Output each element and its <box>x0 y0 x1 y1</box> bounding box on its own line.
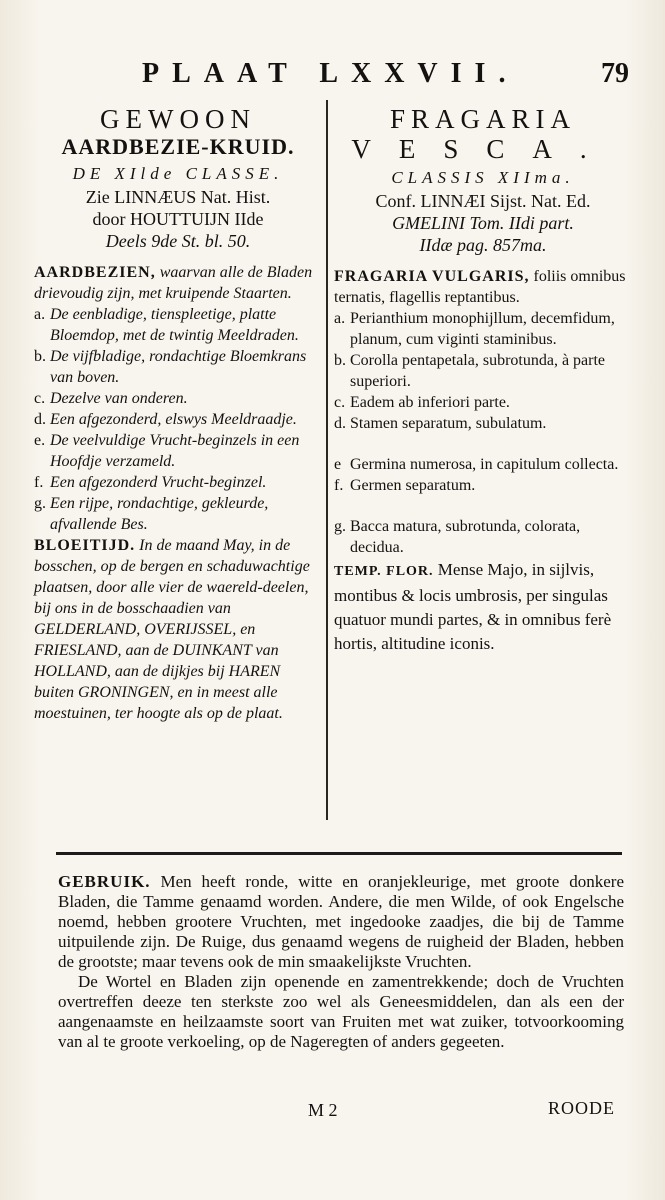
latin-lead-word: FRAGARIA VULGARIS, <box>334 268 530 285</box>
column-divider <box>326 100 328 820</box>
latin-ref-line2: GMELINI Tom. IIdi part. <box>392 213 574 233</box>
dutch-lead-text: waarvan alle de Bladen drievoudig zijn, met kruipende Staarten. <box>34 264 313 302</box>
dutch-ref-line3: Deels 9de St. bl. 50. <box>105 231 251 251</box>
list-item: e. De veelvuldige Vrucht-beginzels in een Hoofdje verzameld. <box>34 432 300 470</box>
dutch-column <box>34 104 322 724</box>
list-item: a. De eenbladige, tienspleetige, platte Bloemdop, met de twintig Meeldraden. <box>34 306 299 344</box>
dutch-classe: DE XIlde CLASSE. <box>72 164 284 183</box>
dutch-title-line1: GEWOON <box>100 104 256 134</box>
dutch-lead-word: AARDBEZIEN, <box>34 264 156 281</box>
latin-ref-line1: Conf. LINNÆI Sijst. Nat. Ed. <box>375 191 591 211</box>
latin-column <box>334 104 632 656</box>
list-item: d. Stamen separatum, subulatum. <box>334 415 547 432</box>
list-item: e Germina numerosa, in capitulum collecta. <box>334 456 619 473</box>
plate-title: PLAAT LXXVII. <box>142 58 519 89</box>
usage-paragraph1: Men heeft ronde, witte en oranjekleurige, met groote donkere Bladen, die Tamme genaamd worden. Andere, die men Wilde, of ook Engelsche noemd, hebben grootere Vruchten, met ingedooke zaadjes, die bij de Tamme uitpuilende zijn. De Ruige, dus genaamd wegens de ruigheid der Bladen, hebben de grootste; maar tevens ook de min smaakelijkste Vruchten. <box>58 872 624 971</box>
dutch-description <box>34 262 322 724</box>
temp-flor-label: TEMP. FLOR. <box>334 564 434 579</box>
usage-paragraph2: De Wortel en Bladen zijn openende en zamentrekkende; doch de Vruchten overtreffen deeze ten sterkste zoo wel als Geneesmiddelen, dan als een der aangenaamste en heilzaamste soort van Fruiten met wat zuiker, totvoorkooming van al te groote verkoeling, op de Nageregten of anders gegeeten. <box>58 972 624 1051</box>
page-number: 79 <box>601 58 629 89</box>
latin-description <box>334 266 632 656</box>
list-item: b. De vijfbladige, rondachtige Bloemkrans van boven. <box>34 348 307 386</box>
bloeitijd-text: In de maand May, in de bosschen, op de bergen en schaduwachtige plaatsen, door alle vier de waereld-deelen, bij ons in de bosschaadien van GELDERLAND, OVERIJSSEL, en FRIESLAND, aan de DUINKANT van HOLLAND, aan de dijkjes bij HAREN buiten GRONINGEN, en in meest alle moestuinen, ter hoogte als op de plaat. <box>34 537 310 722</box>
temp-flor-text: Mense Majo, in sijlvis, montibus & locis umbrosis, per singulas quatuor mundi partes, & in omnibus ferè hortis, altitudine iconis. <box>334 560 612 653</box>
list-item: f. Een afgezonderd Vrucht-beginzel. <box>34 474 267 491</box>
list-item: f. Germen separatum. <box>334 477 476 494</box>
bloeitijd-label: BLOEITIJD. <box>34 537 136 554</box>
list-item: c. Eadem ab inferiori parte. <box>334 394 510 411</box>
latin-classis: CLASSIS XIIma. <box>391 168 575 187</box>
list-item: g. Bacca matura, subrotunda, colorata, decidua. <box>334 518 581 556</box>
latin-title-line1: FRAGARIA <box>389 104 577 134</box>
latin-lead-text: foliis omnibus ternatis, flagellis reptantibus. <box>334 268 626 306</box>
list-item: d. Een afgezonderd, elswys Meeldraadje. <box>34 411 297 428</box>
section-rule <box>56 852 622 855</box>
usage-section <box>58 872 624 1052</box>
catchword: ROODE <box>548 1098 615 1118</box>
dutch-ref-line1: Zie LINNÆUS Nat. Hist. <box>85 187 271 207</box>
list-item: a. Perianthium monophijllum, decemfidum, planum, cum viginti staminibus. <box>334 310 615 348</box>
usage-label: GEBRUIK. <box>58 872 151 891</box>
latin-ref-line3: IIdæ pag. 857ma. <box>419 235 547 255</box>
dutch-title-line2: AARDBEZIE-KRUID. <box>61 134 295 159</box>
list-item: g. Een rijpe, rondachtige, gekleurde, afvallende Bes. <box>34 495 269 533</box>
signature-mark: M 2 <box>308 1100 338 1120</box>
page-header <box>0 58 665 98</box>
list-item: b. Corolla pentapetala, subrotunda, à parte superiori. <box>334 352 606 390</box>
dutch-ref-line2: door HOUTTUIJN IIde <box>92 209 264 229</box>
list-item: c. Dezelve van onderen. <box>34 390 188 407</box>
latin-title-line2: VESCA. <box>351 134 615 164</box>
